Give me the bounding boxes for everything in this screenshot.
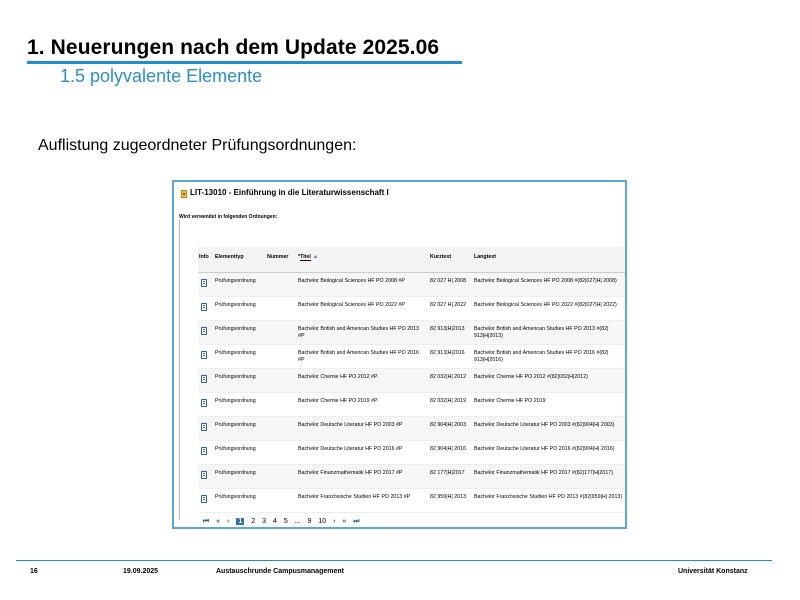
table-row[interactable] bbox=[198, 273, 627, 297]
table-row[interactable] bbox=[198, 465, 627, 489]
cell-long: Bachelor Chemie HF PO 2019 bbox=[474, 398, 546, 404]
slide-title: 1. Neuerungen nach dem Update 2025.06 bbox=[27, 36, 440, 59]
module-icon bbox=[181, 190, 187, 198]
col-number[interactable]: Nummer bbox=[267, 254, 289, 260]
cell-type: Prüfungsordnung bbox=[215, 398, 256, 404]
used-in-label: Wird verwendet in folgenden Ordnungen: bbox=[179, 214, 278, 220]
document-info-icon[interactable] bbox=[201, 327, 207, 335]
document-info-icon[interactable] bbox=[201, 423, 207, 431]
page-1-button[interactable]: 1 bbox=[238, 518, 243, 525]
col-title[interactable]: *Titel ▲ bbox=[298, 254, 319, 260]
table-body bbox=[198, 273, 627, 513]
cell-type: Prüfungsordnung bbox=[215, 422, 256, 428]
cell-title: Bachelor British and American Studies HF PO 2013 #P bbox=[298, 326, 420, 339]
cell-short: 82 913|H|2013 bbox=[430, 326, 465, 332]
cell-long: Bachelor Deutsche Literatur HF PO 2016 #(82|904|H| 2016) bbox=[474, 446, 615, 452]
footer-date: 19.09.2025 bbox=[123, 568, 159, 575]
cell-type: Prüfungsordnung bbox=[215, 494, 256, 500]
cell-type: Prüfungsordnung bbox=[215, 374, 256, 380]
embedded-screenshot bbox=[172, 180, 627, 529]
slide-subtitle: 1.5 polyvalente Elemente bbox=[60, 66, 263, 86]
cell-title: Bachelor Finanzmathematik HF PO 2017 #P bbox=[298, 470, 403, 476]
cell-short: 82 177|H|2017 bbox=[430, 470, 465, 476]
cell-long: Bachelor Biological Sciences HF PO 2022 #(82|027|H| 2022) bbox=[474, 302, 617, 308]
intro-text: Auflistung zugeordneter Prüfungsordnungen: bbox=[38, 137, 357, 154]
cell-title: Bachelor Deutsche Literatur HF PO 2016 #P bbox=[298, 446, 403, 452]
document-info-icon[interactable] bbox=[201, 399, 207, 407]
document-info-icon[interactable] bbox=[201, 447, 207, 455]
table-row[interactable] bbox=[198, 489, 627, 513]
page-10-button[interactable]: 10 bbox=[318, 518, 327, 525]
cell-long: Bachelor Französische Studien HF PO 2013 #(82|959|H| 2013) bbox=[474, 494, 623, 500]
cell-short: 82 032|H| 2012 bbox=[430, 374, 467, 380]
cell-short: 82 959|H| 2013 bbox=[430, 494, 467, 500]
page-ellipsis: ... bbox=[294, 518, 301, 525]
cell-short: 82 032|H| 2019 bbox=[430, 398, 467, 404]
col-type[interactable]: Elementtyp bbox=[215, 254, 244, 260]
page-2-button[interactable]: 2 bbox=[251, 518, 256, 525]
footer-organisation: Universität Konstanz bbox=[678, 568, 748, 575]
cell-type: Prüfungsordnung bbox=[215, 470, 256, 476]
table-row[interactable] bbox=[198, 345, 627, 369]
cell-long: Bachelor Deutsche Literatur HF PO 2003 #(82|904|H| 2003) bbox=[474, 422, 615, 428]
document-info-icon[interactable] bbox=[201, 351, 207, 359]
page-5-button[interactable]: 5 bbox=[283, 518, 288, 525]
cell-title: Bachelor Chemie HF PO 2012 #P bbox=[298, 374, 378, 380]
sort-asc-icon: ▲ bbox=[312, 254, 319, 260]
document-info-icon[interactable] bbox=[201, 303, 207, 311]
cell-title: Bachelor British and American Studies HF PO 2016 #P bbox=[298, 350, 420, 363]
col-short[interactable]: Kurztext bbox=[430, 254, 452, 260]
page-3-button[interactable]: 3 bbox=[262, 518, 267, 525]
cell-short: 82 027 H| 2008 bbox=[430, 278, 467, 284]
document-info-icon[interactable] bbox=[201, 471, 207, 479]
cell-title: Bachelor Französische Studien HF PO 2013 #P bbox=[298, 494, 411, 500]
cell-long: Bachelor Chemie HF PO 2012 #(82|032|H|2012) bbox=[474, 374, 588, 380]
cell-type: Prüfungsordnung bbox=[215, 278, 256, 284]
page-4-button[interactable]: 4 bbox=[273, 518, 277, 525]
first-page-button[interactable]: ⏮ bbox=[203, 518, 210, 525]
document-info-icon[interactable] bbox=[201, 495, 207, 503]
col-info: Info bbox=[199, 254, 209, 260]
cell-long: Bachelor Finanzmathematik HF PO 2017 #(82|177|H|2017) bbox=[474, 470, 613, 476]
next-fast-button[interactable]: » bbox=[342, 518, 347, 525]
document-info-icon[interactable] bbox=[201, 279, 207, 287]
footer-page-number: 16 bbox=[30, 568, 38, 575]
cell-title: Bachelor Deutsche Literatur HF PO 2003 #P bbox=[298, 422, 403, 428]
cell-title: Bachelor Biological Sciences HF PO 2022 #P bbox=[298, 302, 405, 308]
cell-type: Prüfungsordnung bbox=[215, 326, 256, 332]
cell-long: Bachelor British and American Studies HF PO 2013 #(82| 913|H|2013) bbox=[474, 326, 609, 339]
object-code: LIT-13010 bbox=[190, 188, 227, 197]
next-page-button[interactable]: › bbox=[333, 518, 336, 525]
cell-short: 82 904|H| 2016 bbox=[430, 446, 467, 452]
col-long[interactable]: Langtext bbox=[474, 254, 497, 260]
cell-long: Bachelor British and American Studies HF PO 2016 #(82| 913|H|2016) bbox=[474, 350, 609, 363]
object-name: - Einführung in die Literaturwissenschaft I bbox=[226, 188, 389, 197]
table-row[interactable] bbox=[198, 369, 627, 393]
table-row[interactable] bbox=[198, 441, 627, 465]
section-rule bbox=[179, 220, 180, 520]
table-row[interactable] bbox=[198, 417, 627, 441]
page-9-button[interactable]: 9 bbox=[307, 518, 312, 525]
document-info-icon[interactable] bbox=[201, 375, 207, 383]
cell-short: 82 904|H| 2003 bbox=[430, 422, 467, 428]
cell-short: 82 027 H| 2022 bbox=[430, 302, 467, 308]
cell-type: Prüfungsordnung bbox=[215, 350, 256, 356]
footer-rule bbox=[16, 560, 772, 561]
footer-event: Austauschrunde Campusmanagement bbox=[216, 568, 344, 575]
cell-title: Bachelor Chemie HF PO 2019 #P bbox=[298, 398, 378, 404]
prev-fast-button[interactable]: « bbox=[216, 518, 221, 525]
cell-type: Prüfungsordnung bbox=[215, 446, 256, 452]
prev-page-button[interactable]: ‹ bbox=[227, 518, 230, 525]
table-row[interactable] bbox=[198, 321, 627, 345]
cell-short: 82 913|H|2016 bbox=[430, 350, 465, 356]
object-title bbox=[190, 188, 389, 197]
pagination bbox=[203, 518, 365, 526]
table-row[interactable] bbox=[198, 393, 627, 417]
col-title-label: Titel bbox=[300, 254, 311, 260]
cell-type: Prüfungsordnung bbox=[215, 302, 256, 308]
table-header bbox=[198, 247, 627, 273]
cell-long: Bachelor Biological Sciences HF PO 2008 #(82|027|H| 2008) bbox=[474, 278, 617, 284]
cell-title: Bachelor Biological Sciences HF PO 2008 #P bbox=[298, 278, 405, 284]
table-row[interactable] bbox=[198, 297, 627, 321]
orders-table bbox=[198, 247, 627, 513]
last-page-button[interactable]: ⏭ bbox=[353, 518, 360, 525]
title-underline bbox=[27, 61, 462, 64]
